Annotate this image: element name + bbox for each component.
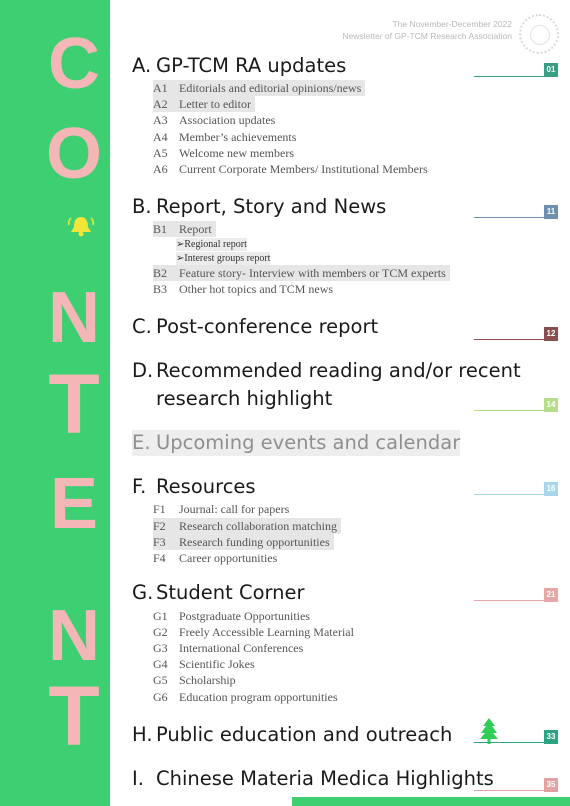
page-line	[474, 790, 546, 791]
section-f-title[interactable]	[132, 474, 256, 500]
list-item[interactable]: G3 International Conferences	[153, 641, 304, 655]
page-line	[474, 339, 546, 340]
section-title-text: Recommended reading and/or recent	[156, 359, 521, 382]
side-letter-n: N	[48, 278, 100, 358]
section-d-title-cont[interactable]: research highlight	[156, 387, 333, 410]
page-number-badge: 12	[544, 327, 558, 341]
section-title-text: GP-TCM RA updates	[156, 54, 347, 77]
newsletter-header	[342, 18, 512, 42]
list-item[interactable]: B2 Feature story- Interview with members or TCM experts	[153, 265, 450, 281]
list-item[interactable]: F1 Journal: call for papers	[153, 502, 290, 516]
sub-list-item[interactable]: ➢Regional report	[176, 239, 247, 250]
side-letter-t2: T	[48, 669, 100, 763]
section-letter: E.	[132, 431, 151, 454]
side-letter-e: E	[49, 464, 99, 544]
bell-icon	[68, 215, 94, 237]
side-letter-t: T	[48, 357, 100, 451]
page-line	[474, 76, 546, 77]
list-item[interactable]: F3 Research funding opportunities	[153, 534, 334, 550]
page-number-badge: 01	[544, 63, 558, 77]
page-number-badge: 16	[544, 482, 558, 496]
section-title-text: Report, Story and News	[156, 195, 387, 218]
list-item[interactable]: A2 Letter to editor	[153, 96, 255, 112]
list-item[interactable]: F2 Research collaboration matching	[153, 518, 341, 534]
section-c-title[interactable]	[132, 314, 378, 340]
page-line	[474, 494, 546, 495]
section-letter: I.	[132, 767, 144, 790]
section-title-text: Upcoming events and calendar	[156, 431, 461, 454]
side-letter-n2: N	[48, 596, 100, 676]
section-h-title[interactable]	[132, 722, 452, 748]
page-number-badge: 35	[544, 778, 558, 792]
section-title-text: Post-conference report	[156, 315, 379, 338]
page-number-badge: 14	[544, 398, 558, 412]
list-item[interactable]: G1 Postgraduate Opportunities	[153, 609, 310, 623]
header-line-org: Newsletter of GP-TCM Research Association	[342, 31, 512, 41]
list-item[interactable]: A5 Welcome new members	[153, 146, 294, 160]
list-item[interactable]: F4 Career opportunities	[153, 551, 278, 565]
page-number-badge: 33	[544, 730, 558, 744]
section-g-title[interactable]	[132, 580, 305, 606]
list-item[interactable]: A3 Association updates	[153, 113, 276, 127]
list-item[interactable]: B3 Other hot topics and TCM news	[153, 282, 334, 296]
page-number-badge: 21	[544, 588, 558, 602]
section-title-text: Student Corner	[156, 581, 305, 604]
section-letter: D.	[132, 359, 154, 382]
page-line	[474, 742, 546, 743]
side-letter-c: C	[48, 24, 100, 104]
sub-list-item[interactable]: ➢Interest groups report	[176, 253, 271, 264]
tree-icon	[479, 718, 499, 744]
section-a-title[interactable]	[132, 53, 346, 79]
section-letter: A.	[132, 54, 152, 77]
section-title-text: Chinese Materia Medica Highlights	[156, 767, 494, 790]
page-line	[474, 410, 546, 411]
section-i-title[interactable]	[132, 766, 494, 792]
header-line-date: The November-December 2022	[392, 19, 512, 29]
section-letter: H.	[132, 723, 153, 746]
side-letter-o: O	[45, 114, 102, 194]
section-letter: G.	[132, 581, 154, 604]
section-title-text: Public education and outreach	[156, 723, 453, 746]
section-letter: F.	[132, 475, 147, 498]
list-item[interactable]: G4 Scientific Jokes	[153, 657, 255, 671]
list-item[interactable]: G2 Freely Accessible Learning Material	[153, 625, 354, 639]
section-letter: B.	[132, 195, 152, 218]
bottom-green-bar	[292, 797, 570, 806]
section-letter: C.	[132, 315, 152, 338]
section-b-title[interactable]	[132, 194, 386, 220]
section-title-text: Resources	[156, 475, 256, 498]
page-line	[474, 217, 546, 218]
list-item[interactable]: A4 Member’s achievements	[153, 130, 297, 144]
page-line	[474, 600, 546, 601]
association-logo	[519, 14, 559, 54]
section-e-title[interactable]	[132, 430, 460, 456]
list-item[interactable]: G5 Scholarship	[153, 673, 236, 687]
list-item[interactable]: A6 Current Corporate Members/ Institutional Members	[153, 162, 428, 176]
list-item[interactable]: A1 Editorials and editorial opinions/news	[153, 80, 365, 96]
page-number-badge: 11	[544, 205, 558, 219]
list-item[interactable]: G6 Education program opportunities	[153, 690, 338, 704]
list-item[interactable]: B1 Report	[153, 221, 216, 237]
section-d-title[interactable]	[132, 358, 521, 384]
